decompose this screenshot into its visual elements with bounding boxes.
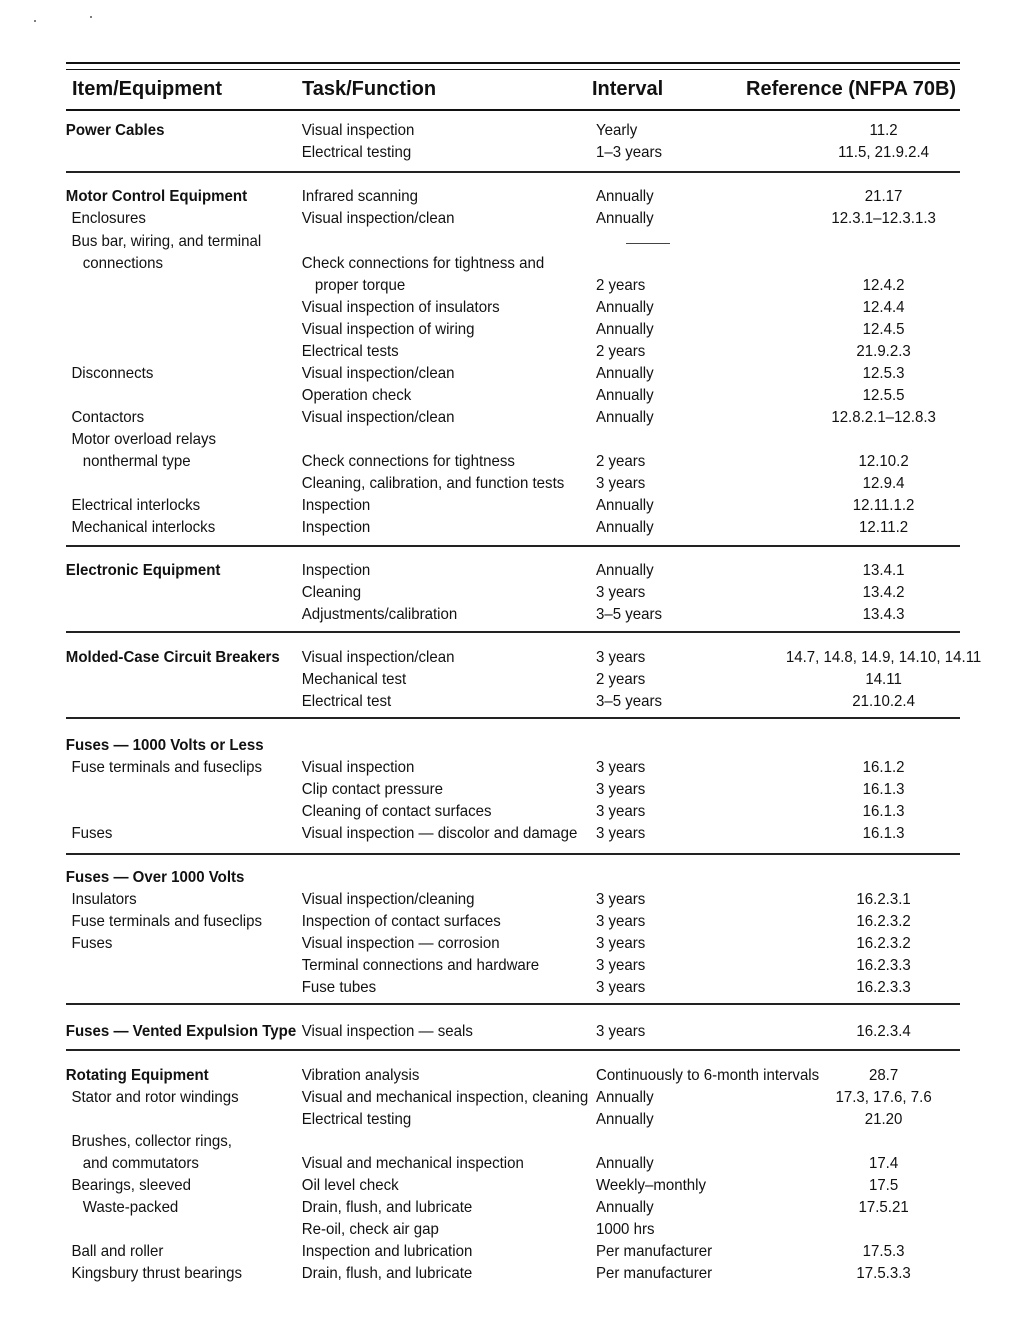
row-item: Molded-Case Circuit Breakers xyxy=(65,649,280,666)
row-task: Electrical tests xyxy=(301,343,399,360)
table-row xyxy=(0,407,963,429)
header-item-equipment: Item/Equipment xyxy=(72,78,223,100)
row-interval: 3 years xyxy=(595,781,646,798)
row-task: Inspection xyxy=(301,519,371,536)
top-rule-2 xyxy=(66,69,960,70)
table-row xyxy=(0,1153,963,1175)
row-task: Visual inspection xyxy=(301,759,415,776)
row-interval: Annually xyxy=(595,321,654,338)
row-reference: 12.4.5 xyxy=(862,321,905,338)
row-interval: Yearly xyxy=(595,122,638,139)
row-item: Enclosures xyxy=(71,210,146,227)
row-task: Clip contact pressure xyxy=(301,781,444,798)
table-row xyxy=(0,1087,963,1109)
table-row xyxy=(0,208,963,230)
row-task: Drain, flush, and lubricate xyxy=(301,1265,473,1282)
table-row xyxy=(0,385,963,407)
row-task: Operation check xyxy=(301,387,412,404)
row-task: Visual and mechanical inspection, cleaning xyxy=(301,1089,589,1106)
row-item: Rotating Equipment xyxy=(65,1067,209,1084)
row-reference: 11.2 xyxy=(869,122,898,139)
section-rule xyxy=(66,853,960,855)
row-task: Visual inspection/clean xyxy=(301,365,455,382)
row-task: Fuse tubes xyxy=(301,979,377,996)
table-row xyxy=(0,120,963,142)
table-row xyxy=(0,495,963,517)
row-interval: 3 years xyxy=(595,935,646,952)
row-task: Terminal connections and hardware xyxy=(301,957,540,974)
table-row xyxy=(0,779,963,801)
row-reference: 16.1.2 xyxy=(862,759,905,776)
row-task: Visual inspection of wiring xyxy=(301,321,475,338)
row-reference: 12.4.4 xyxy=(862,299,905,316)
row-interval: 3–5 years xyxy=(595,693,663,710)
row-task: Cleaning of contact surfaces xyxy=(301,803,492,820)
row-reference: 17.3, 17.6, 7.6 xyxy=(835,1089,932,1106)
row-interval: Annually xyxy=(595,387,654,404)
row-task: Drain, flush, and lubricate xyxy=(301,1199,473,1216)
row-interval: Annually xyxy=(595,497,654,514)
table-row xyxy=(0,429,963,451)
scan-speck xyxy=(90,16,92,18)
row-task: Visual and mechanical inspection xyxy=(301,1155,524,1172)
top-rule xyxy=(66,62,960,64)
section-rule xyxy=(66,545,960,547)
row-task: Re-oil, check air gap xyxy=(301,1221,439,1238)
row-item: Disconnects xyxy=(71,365,154,382)
table-row xyxy=(0,253,963,275)
section-rule xyxy=(66,631,960,633)
row-reference: 16.2.3.2 xyxy=(856,913,911,930)
section-rule xyxy=(66,717,960,719)
row-item: Electrical interlocks xyxy=(71,497,201,514)
row-reference: 16.1.3 xyxy=(862,825,905,842)
table-row xyxy=(0,1241,963,1263)
row-interval: 1000 hrs xyxy=(595,1221,655,1238)
table-row xyxy=(0,1109,963,1131)
row-task: Infrared scanning xyxy=(301,188,418,205)
table-row xyxy=(0,1021,963,1043)
table-row xyxy=(0,691,963,713)
row-reference: 12.5.5 xyxy=(862,387,905,404)
row-item: Electronic Equipment xyxy=(65,562,221,579)
row-task: Check connections for tightness xyxy=(301,453,515,470)
table-row xyxy=(0,669,963,691)
row-task: Visual inspection/clean xyxy=(301,649,455,666)
row-interval: Annually xyxy=(595,562,654,579)
row-item: Mechanical interlocks xyxy=(71,519,216,536)
table-row xyxy=(0,933,963,955)
row-interval: 2 years xyxy=(595,277,646,294)
row-reference: 28.7 xyxy=(868,1067,899,1084)
row-interval: 3 years xyxy=(595,803,646,820)
table-row xyxy=(0,231,963,253)
row-task: Inspection xyxy=(301,562,371,579)
row-item: connections xyxy=(82,255,163,272)
row-interval: Annually xyxy=(595,519,654,536)
row-interval: Annually xyxy=(595,1199,654,1216)
row-item: Insulators xyxy=(71,891,137,908)
table-row xyxy=(0,451,963,473)
table-row xyxy=(0,955,963,977)
row-interval: Continuously to 6-month intervals xyxy=(595,1067,820,1084)
header-interval: Interval xyxy=(592,78,664,100)
row-task: Vibration analysis xyxy=(301,1067,420,1084)
table-row xyxy=(0,582,963,604)
row-task: proper torque xyxy=(314,277,406,294)
row-item: Fuses — Over 1000 Volts xyxy=(65,869,245,886)
row-reference: 16.2.3.4 xyxy=(856,1023,911,1040)
row-task: Electrical test xyxy=(301,693,392,710)
row-task: Visual inspection/clean xyxy=(301,409,455,426)
row-reference: 12.11.1.2 xyxy=(852,497,915,514)
table-row xyxy=(0,186,963,208)
row-item: Motor overload relays xyxy=(71,431,217,448)
row-item: Fuse terminals and fuseclips xyxy=(71,759,263,776)
row-reference: 16.2.3.3 xyxy=(856,957,911,974)
row-interval: Per manufacturer xyxy=(595,1243,713,1260)
table-row xyxy=(0,735,963,757)
table-row xyxy=(0,889,963,911)
row-reference: 17.4 xyxy=(868,1155,899,1172)
header-task-function: Task/Function xyxy=(302,78,437,100)
row-task: Cleaning, calibration, and function tests xyxy=(301,475,565,492)
row-item: Bearings, sleeved xyxy=(71,1177,191,1194)
header-reference: Reference (NFPA 70B) xyxy=(746,78,957,100)
row-reference: 12.9.4 xyxy=(862,475,905,492)
table-row xyxy=(0,1175,963,1197)
row-reference: 13.4.3 xyxy=(862,606,905,623)
table-row xyxy=(0,1263,963,1285)
row-interval: 3–5 years xyxy=(595,606,663,623)
row-interval: 3 years xyxy=(595,475,646,492)
row-reference: 16.2.3.3 xyxy=(856,979,911,996)
table-row xyxy=(0,517,963,539)
table-row xyxy=(0,757,963,779)
table-row xyxy=(0,341,963,363)
row-item: Contactors xyxy=(71,409,145,426)
row-reference: 14.7, 14.8, 14.9, 14.10, 14.11 xyxy=(785,649,982,666)
row-item: Bus bar, wiring, and terminal xyxy=(71,233,262,250)
row-task: Visual inspection/clean xyxy=(301,210,455,227)
table-row xyxy=(0,1131,963,1153)
row-task: Cleaning xyxy=(301,584,362,601)
row-item: Brushes, collector rings, xyxy=(71,1133,232,1150)
row-interval: Weekly–monthly xyxy=(595,1177,707,1194)
row-reference: 16.2.3.2 xyxy=(856,935,911,952)
row-item: Fuse terminals and fuseclips xyxy=(71,913,263,930)
row-interval: 3 years xyxy=(595,1023,646,1040)
row-task: Mechanical test xyxy=(301,671,407,688)
row-task: Adjustments/calibration xyxy=(301,606,458,623)
row-task: Visual inspection of insulators xyxy=(301,299,500,316)
table-row xyxy=(0,867,963,889)
row-task: Inspection xyxy=(301,497,371,514)
table-row xyxy=(0,319,963,341)
row-interval: Annually xyxy=(595,1155,654,1172)
row-interval: 2 years xyxy=(595,671,646,688)
row-task: Oil level check xyxy=(301,1177,399,1194)
header-bottom-rule xyxy=(66,109,960,111)
row-reference: 12.11.2 xyxy=(859,519,909,536)
row-reference: 21.10.2.4 xyxy=(852,693,915,710)
row-task: Check connections for tightness and xyxy=(301,255,545,272)
row-reference: 12.5.3 xyxy=(862,365,905,382)
row-interval: 3 years xyxy=(595,979,646,996)
row-task: Visual inspection — seals xyxy=(301,1023,473,1040)
row-interval: Annually xyxy=(595,1111,654,1128)
section-rule xyxy=(66,1003,960,1005)
row-interval: 3 years xyxy=(595,957,646,974)
row-reference: 16.1.3 xyxy=(862,803,905,820)
row-item: Fuses — Vented Expulsion Type xyxy=(65,1023,297,1040)
row-item: Stator and rotor windings xyxy=(71,1089,239,1106)
table-row xyxy=(0,1219,963,1241)
row-item: Power Cables xyxy=(65,122,165,139)
row-reference: 12.10.2 xyxy=(858,453,909,470)
row-interval: Annually xyxy=(595,1089,654,1106)
row-reference: 21.9.2.3 xyxy=(856,343,911,360)
row-reference: 21.20 xyxy=(864,1111,903,1128)
row-item: Waste-packed xyxy=(82,1199,179,1216)
section-rule xyxy=(66,1049,960,1051)
row-reference: 12.3.1–12.3.1.3 xyxy=(831,210,936,227)
row-reference: 17.5.3.3 xyxy=(856,1265,911,1282)
row-reference: 13.4.2 xyxy=(862,584,905,601)
table-row xyxy=(0,604,963,626)
table-row xyxy=(0,801,963,823)
row-interval: 3 years xyxy=(595,913,646,930)
table-row xyxy=(0,473,963,495)
row-reference: 14.11 xyxy=(865,671,902,688)
row-interval: 3 years xyxy=(595,649,646,666)
row-interval: Per manufacturer xyxy=(595,1265,713,1282)
row-task: Visual inspection — discolor and damage xyxy=(301,825,578,842)
row-interval: Annually xyxy=(595,299,654,316)
row-reference: 17.5 xyxy=(868,1177,899,1194)
table-row xyxy=(0,297,963,319)
row-interval: Annually xyxy=(595,188,654,205)
table-row xyxy=(0,647,982,669)
row-task: Electrical testing xyxy=(301,1111,412,1128)
row-task: Inspection of contact surfaces xyxy=(301,913,501,930)
row-reference: 21.17 xyxy=(864,188,903,205)
row-interval: 2 years xyxy=(595,453,646,470)
row-task: Electrical testing xyxy=(301,144,412,161)
row-interval: 3 years xyxy=(595,825,646,842)
row-item: and commutators xyxy=(82,1155,199,1172)
row-task: Visual inspection xyxy=(301,122,415,139)
table-row xyxy=(0,823,963,845)
row-interval: Annually xyxy=(595,210,654,227)
row-interval: 3 years xyxy=(595,891,646,908)
row-reference: 16.1.3 xyxy=(862,781,905,798)
row-interval: 3 years xyxy=(595,584,646,601)
section-rule xyxy=(66,171,960,173)
row-item: Fuses xyxy=(71,825,113,842)
row-task: Visual inspection/cleaning xyxy=(301,891,475,908)
row-interval: Annually xyxy=(595,365,654,382)
row-item: Ball and roller xyxy=(71,1243,164,1260)
table-row xyxy=(0,977,963,999)
table-row xyxy=(0,1197,963,1219)
table-row xyxy=(0,560,963,582)
row-interval: 1–3 years xyxy=(595,144,663,161)
table-row xyxy=(0,275,963,297)
row-item: Fuses xyxy=(71,935,113,952)
row-interval: 3 years xyxy=(595,759,646,776)
table-row xyxy=(0,363,963,385)
row-reference: 13.4.1 xyxy=(862,562,905,579)
row-reference: 12.4.2 xyxy=(862,277,905,294)
row-reference: 11.5, 21.9.2.4 xyxy=(838,144,930,161)
table-row xyxy=(0,911,963,933)
row-reference: 17.5.3 xyxy=(862,1243,905,1260)
row-item: Kingsbury thrust bearings xyxy=(71,1265,242,1282)
row-reference: 12.8.2.1–12.8.3 xyxy=(831,409,936,426)
row-reference: 16.2.3.1 xyxy=(856,891,911,908)
row-item: Fuses — 1000 Volts or Less xyxy=(65,737,264,754)
row-item: Motor Control Equipment xyxy=(65,188,248,205)
row-interval: 2 years xyxy=(595,343,646,360)
row-task: Visual inspection — corrosion xyxy=(301,935,500,952)
row-interval: Annually xyxy=(595,409,654,426)
scan-speck xyxy=(34,20,36,22)
row-item: nonthermal type xyxy=(82,453,191,470)
table-row xyxy=(0,1065,963,1087)
row-task: Inspection and lubrication xyxy=(301,1243,473,1260)
row-reference: 17.5.21 xyxy=(858,1199,909,1216)
table-row xyxy=(0,142,963,164)
